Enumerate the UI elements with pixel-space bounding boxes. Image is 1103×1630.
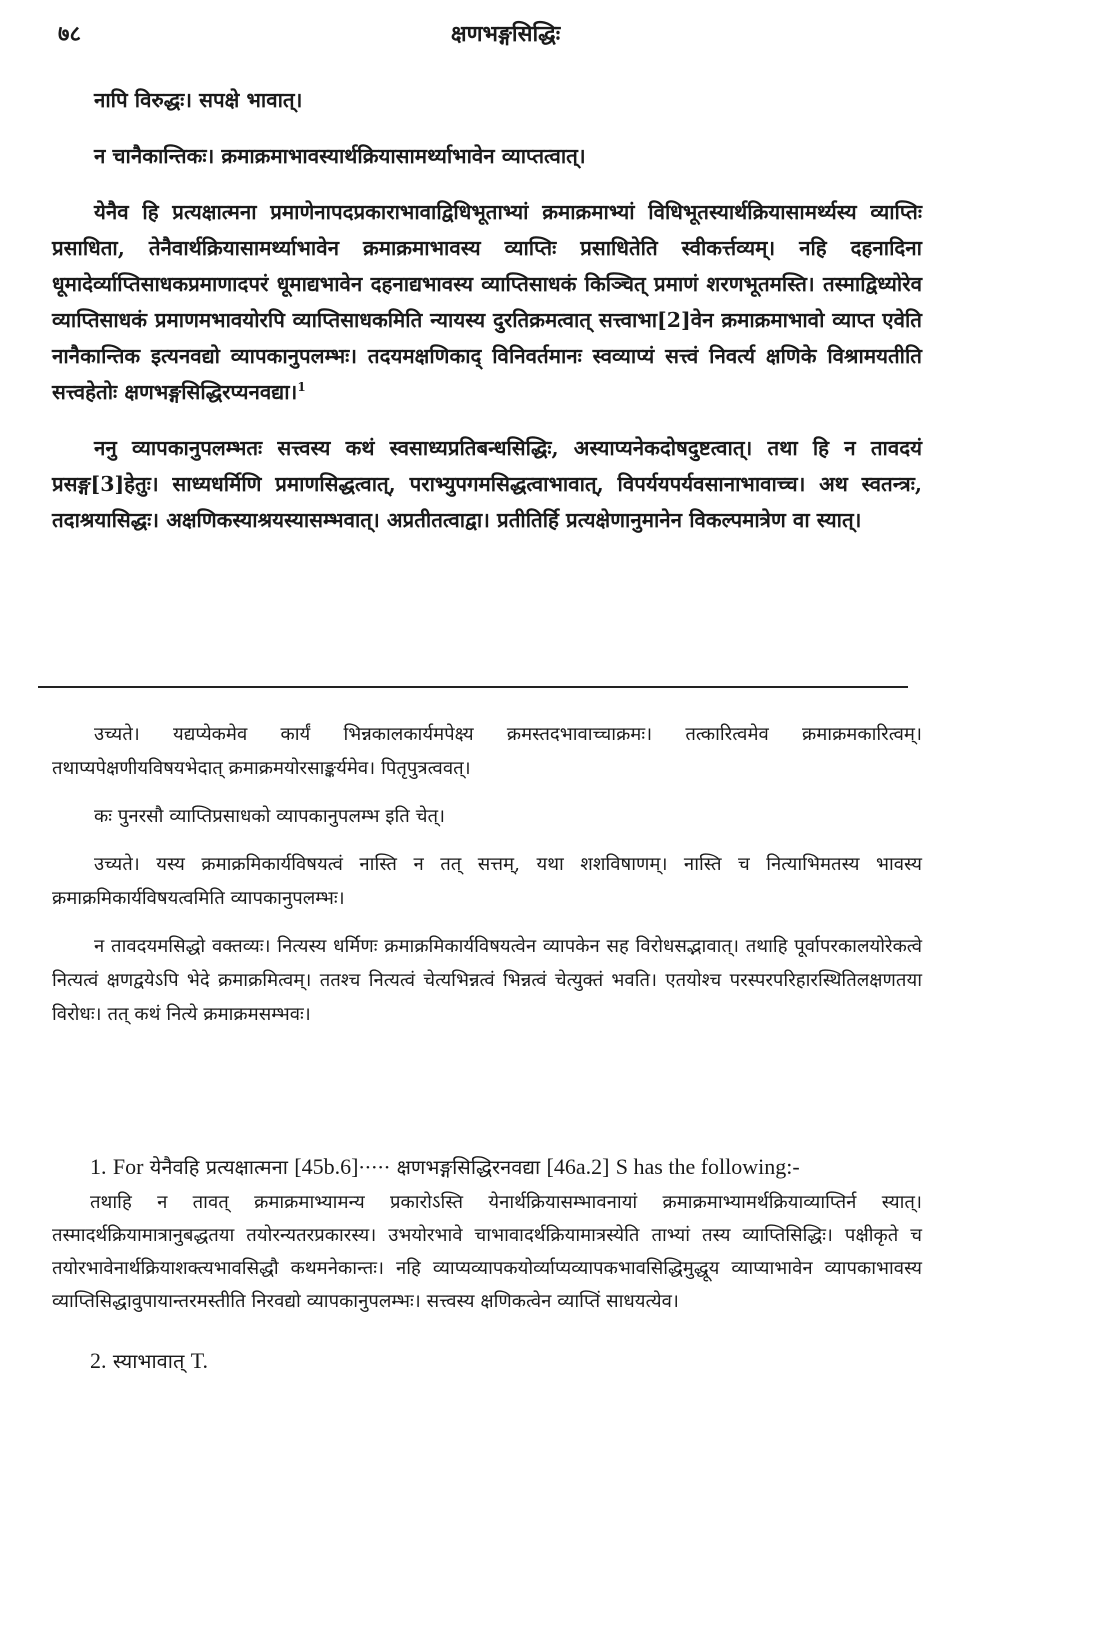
footnote-siglum: T.	[190, 1348, 209, 1373]
footnote-2	[52, 1344, 922, 1378]
footnotes	[52, 1150, 922, 1378]
commentary-paragraph: कः पुनरसौ व्याप्तिप्रसाधको व्यापकानुपलम्भ इति चेत्।	[94, 806, 446, 827]
page-number: ७८	[58, 21, 81, 47]
main-paragraph: न चानैकान्तिकः। क्रमाक्रमाभावस्यार्थक्रियासामर्थ्याभावेन व्याप्तत्वात्।	[94, 144, 586, 168]
footnote-number: 2.	[90, 1348, 107, 1373]
main-paragraph: नापि विरुद्धः। सपक्षे भावात्।	[94, 88, 303, 112]
main-paragraph-text: येनैव हि प्रत्यक्षात्मना प्रमाणेनापदप्रकाराभावाद्विधिभूताभ्यां क्रमाक्रमाभ्यां विधिभूतस्यार्थक्रियासामर्थ्यस्य व्याप्तिः प्रसाधिता, तेनैवार्थक्रियासामर्थ्याभावेन क्रमाक्रमाभावस्य व्याप्तिः प्रसाधितेति स्वीकर्त्तव्यम्। नहि दहनादिना धूमादेर्व्याप्तिसाधकप्रमाणादपरं धूमाद्यभावेन दहनाद्यभावस्य व्याप्तिसाधकं किञ्चित् प्रमाणं शरणभूतमस्ति। तस्माद्विध्योरेव व्याप्तिसाधकं प्रमाणमभावयोरपि व्याप्तिसाधकमिति न्यायस्य दुरतिक्रमत्वात् सत्त्वाभा[2]वेन क्रमाक्रमाभावो व्याप्त एवेति नानैकान्तिक इत्यनवद्यो व्यापकानुपलम्भः। तदयमक्षणिकाद् विनिवर्तमानः स्वव्याप्यं सत्त्वं निवर्त्य क्षणिके विश्रामयतीति सत्त्वहेतोः क्षणभङ्गसिद्धिरप्यनवद्या।	[52, 200, 922, 404]
footnote-end-text: क्षणभङ्गसिद्धिरनवद्या	[396, 1155, 541, 1179]
footnote-start-text: येनैवहि प्रत्यक्षात्मना	[149, 1155, 288, 1179]
main-text	[52, 82, 922, 558]
footnote-ref: [45b.6]	[294, 1154, 359, 1179]
footnote-1	[52, 1150, 922, 1184]
footnote-marker: 1	[297, 380, 306, 395]
commentary-paragraph: उच्यते। यद्यप्येकमेव कार्यं भिन्नकालकार्यमपेक्ष्य क्रमस्तदभावाच्चाक्रमः। तत्कारित्वमेव क्रमाक्रमकारित्वम्। तथाप्यपेक्षणीयविषयभेदात् क्रमाक्रमयोरसाङ्कर्यमेव। पितृपुत्रत्ववत्।	[52, 724, 922, 779]
footnote-ellipsis: ·····	[358, 1155, 391, 1179]
footnote-1-body: तथाहि न तावत् क्रमाक्रमाभ्यामन्य प्रकारोऽस्ति येनार्थक्रियासम्भावनायां क्रमाक्रमाभ्यामर्थक्रियाव्याप्तिर्न स्यात्। तस्मादर्थक्रियामात्रानुबद्धतया तयोरन्यतरप्रकारस्य। उभयोरभावे चाभावादर्थक्रियामात्रस्येति ताभ्यां तस्य व्याप्तिसिद्धिः। पक्षीकृते च तयोरभावेनार्थक्रियाशक्त्यभावसिद्धौ कथमनेकान्तः। नहि व्याप्यव्यापकयोर्व्याप्यव्यापकभावसिद्धिमुद्धूय व्याप्याभावेन व्यापकाभावस्य व्याप्तिसिद्धावुपायान्तरमस्तीति निरवद्यो व्यापकानुपलम्भः। सत्त्वस्य क्षणिकत्वेन व्याप्तिं साधयत्येव।	[52, 1192, 922, 1312]
footnote-text: स्याभावात्	[112, 1349, 185, 1373]
footnote-for: For	[112, 1154, 144, 1179]
commentary-paragraph: उच्यते। यस्य क्रमाक्रमिकार्यविषयत्वं नास्ति न तत् सत्तम्, यथा शशविषाणम्। नास्ति च नित्याभिमतस्य भावस्य क्रमाक्रमिकार्यविषयत्वमिति व्यापकानुपलम्भः।	[52, 854, 922, 909]
footnote-number: 1.	[90, 1154, 107, 1179]
commentary-paragraph: न तावदयमसिद्धो वक्तव्यः। नित्यस्य धर्मिणः क्रमाक्रमिकार्यविषयत्वेन व्यापकेन सह विरोधसद्भावात्। तथाहि पूर्वापरकालयोरेकत्वे नित्यत्वं क्षणद्वयेऽपि भेदे क्रमाक्रमित्वम्। ततश्च नित्यत्वं चेत्यभिन्नत्वं भिन्नत्वं चेत्युक्तं भवति। एतयोश्च परस्परपरिहारस्थितिलक्षणतया विरोधः। तत् कथं नित्ये क्रमाक्रमसम्भवः।	[52, 936, 922, 1025]
separator-rule	[38, 686, 908, 688]
footnote-tail: S has the following:-	[615, 1154, 800, 1179]
running-title: क्षणभङ्गसिद्धिः	[450, 21, 561, 47]
main-paragraph: ननु व्यापकानुपलम्भतः सत्त्वस्य कथं स्वसाध्यप्रतिबन्धसिद्धिः, अस्याप्यनेकदोषदुष्टत्वात्। तथा हि न तावदयं प्रसङ्ग[3]हेतुः। साध्यधर्मिणि प्रमाणसिद्धत्वात्, पराभ्युपगमसिद्धत्वाभावात्, विपर्ययपर्यवसानाभावाच्च। अथ स्वतन्त्रः, तदाश्रयासिद्धः। अक्षणिकस्याश्रयस्यासम्भवात्। अप्रतीतत्वाद्वा। प्रतीतिर्हि प्रत्यक्षेणानुमानेन विकल्पमात्रेण वा स्यात्।	[52, 436, 922, 532]
footnote-ref: [46a.2]	[546, 1154, 610, 1179]
page-header	[58, 18, 953, 54]
commentary-text	[52, 718, 922, 1046]
main-paragraph	[52, 194, 922, 410]
